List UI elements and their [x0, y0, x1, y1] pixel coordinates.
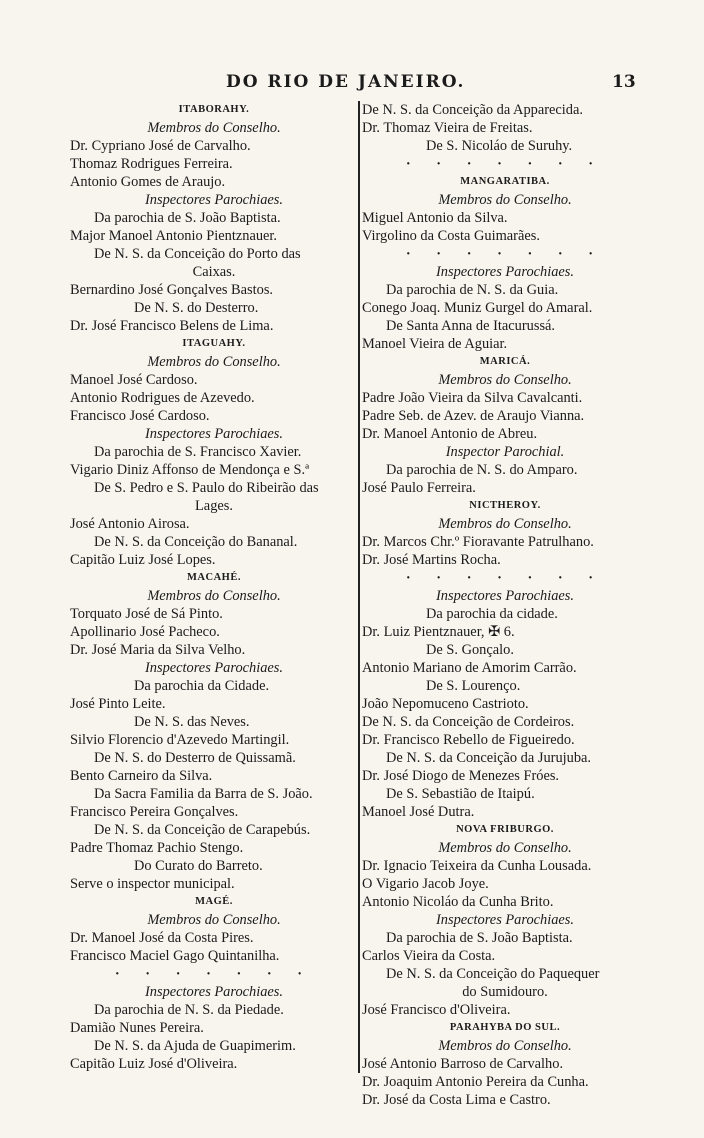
- entry-line: Antonio Nicoláo da Cunha Brito.: [362, 894, 554, 910]
- parish-line: Da parochia da Cidade.: [134, 678, 270, 694]
- entry-line: Capitão Luiz José Lopes.: [70, 552, 216, 568]
- section-heading: Membros do Conselho.: [147, 354, 281, 370]
- entry-line: Serve o inspector municipal.: [70, 876, 235, 892]
- district-heading: ITAGUAHY.: [182, 338, 246, 349]
- parish-line: De Santa Anna de Itacurussá.: [386, 318, 556, 334]
- entry-line: Manoel Vieira de Aguiar.: [362, 336, 508, 352]
- entry-line: De S. Pedro e S. Paulo do Ribeirão das: [94, 480, 319, 496]
- wrapped-entry: [362, 965, 648, 1001]
- entry-line: Padre Seb. de Azev. de Araujo Vianna.: [362, 408, 585, 424]
- entry-line: Francisco Pereira Gonçalves.: [70, 804, 239, 820]
- entry-line: José Pinto Leite.: [70, 696, 166, 712]
- entry-line: Bernardino José Gonçalves Bastos.: [70, 282, 274, 298]
- parish-line: De N. S. da Ajuda de Guapimerim.: [94, 1038, 296, 1054]
- entry-continuation: Lages.: [195, 498, 233, 514]
- entry-line: Padre Thomaz Pachio Stengo.: [70, 840, 244, 856]
- section-heading: Inspectores Parochiaes.: [435, 588, 574, 604]
- entry-line: Antonio Rodrigues de Azevedo.: [70, 390, 255, 406]
- entry-line: Conego Joaq. Muniz Gurgel do Amaral.: [362, 300, 593, 316]
- parish-line: De S. Sebastião de Itaipú.: [386, 786, 535, 802]
- section-heading: Membros do Conselho.: [438, 372, 572, 388]
- entry-line: João Nepomuceno Castrioto.: [362, 696, 529, 712]
- wrapped-entry: [70, 245, 358, 281]
- entry-line: José Paulo Ferreira.: [362, 480, 476, 496]
- entry-line: Dr. Cypriano José de Carvalho.: [70, 138, 251, 154]
- entry-line: Capitão Luiz José d'Oliveira.: [70, 1056, 238, 1072]
- ellipsis-row: · · · · · · ·: [405, 156, 605, 172]
- section-heading: Membros do Conselho.: [438, 516, 572, 532]
- entry-line: De N. S. da Conceição do Porto das: [94, 246, 301, 262]
- parish-line: Da parochia de S. João Baptista.: [94, 210, 281, 226]
- parish-line: Da parochia de N. S. da Guia.: [386, 282, 559, 298]
- entry-line: Dr. Luiz Pientznauer, ✠ 6.: [362, 624, 515, 640]
- entry-line: Virgolino da Costa Guimarães.: [362, 228, 540, 244]
- parish-line: De N. S. das Neves.: [134, 714, 250, 730]
- entry-line: Dr. José Martins Rocha.: [362, 552, 501, 568]
- entry-line: José Antonio Barroso de Carvalho.: [362, 1056, 564, 1072]
- page-number: 13: [612, 72, 636, 92]
- entry-line: Dr. Manoel José da Costa Pires.: [70, 930, 254, 946]
- entry-line: Antonio Gomes de Araujo.: [70, 174, 226, 190]
- right-column: [362, 101, 648, 1109]
- entry-line: Dr. Manoel Antonio de Abreu.: [362, 426, 538, 442]
- section-heading: Inspectores Parochiaes.: [144, 426, 283, 442]
- district-heading: PARAHYBA DO SUL.: [449, 1022, 561, 1033]
- entry-line: Manoel José Dutra.: [362, 804, 475, 820]
- parish-line: Da parochia de S. João Baptista.: [386, 930, 573, 946]
- parish-line: Do Curato do Barreto.: [134, 858, 263, 874]
- entry-line: José Antonio Airosa.: [70, 516, 190, 532]
- parish-line: De N. S. da Conceição do Bananal.: [94, 534, 298, 550]
- entry-continuation: do Sumidouro.: [462, 984, 548, 1000]
- entry-line: Vigario Diniz Affonso de Mendonça e S.ª: [70, 462, 310, 478]
- entry-line: Antonio Mariano de Amorim Carrão.: [362, 660, 577, 676]
- entry-line: De N. S. da Conceição da Apparecida.: [362, 102, 583, 118]
- district-heading: MARICÁ.: [479, 356, 531, 367]
- entry-line: Bento Carneiro da Silva.: [70, 768, 213, 784]
- district-heading: ITABORAHY.: [178, 104, 250, 115]
- section-heading: Inspectores Parochiaes.: [144, 660, 283, 676]
- entry-line: Dr. Joaquim Antonio Pereira da Cunha.: [362, 1074, 589, 1090]
- entry-line: De N. S. da Conceição do Paquequer: [386, 966, 600, 982]
- section-heading: Membros do Conselho.: [438, 192, 572, 208]
- running-title: DO RIO DE JANEIRO.: [226, 72, 466, 92]
- parish-line: Da parochia de S. Francisco Xavier.: [94, 444, 302, 460]
- section-heading: Membros do Conselho.: [147, 120, 281, 136]
- parish-line: Da Sacra Familia da Barra de S. João.: [94, 786, 313, 802]
- parish-line: De N. S. do Desterro de Quissamã.: [94, 750, 296, 766]
- district-heading: MAGÉ.: [195, 896, 233, 907]
- ellipsis-row: · · · · · · ·: [114, 966, 314, 982]
- entry-line: Torquato José de Sá Pinto.: [70, 606, 223, 622]
- section-heading: Inspectores Parochiaes.: [435, 264, 574, 280]
- entry-line: Dr. José da Costa Lima e Castro.: [362, 1092, 551, 1108]
- section-heading: Inspector Parochial.: [445, 444, 565, 460]
- entry-line: Apollinario José Pacheco.: [70, 624, 220, 640]
- parish-line: De N. S. da Conceição de Carapebús.: [94, 822, 311, 838]
- entry-line: O Vigario Jacob Joye.: [362, 876, 489, 892]
- parish-line: Da parochia de N. S. da Piedade.: [94, 1002, 284, 1018]
- ellipsis-row: · · · · · · ·: [405, 570, 605, 586]
- entry-line: Dr. José Maria da Silva Velho.: [70, 642, 246, 658]
- entry-line: Dr. Marcos Chr.º Fioravante Patrulhano.: [362, 534, 594, 550]
- page-header: [0, 72, 704, 98]
- entry-line: José Francisco d'Oliveira.: [362, 1002, 511, 1018]
- parish-line: De N. S. da Conceição da Jurujuba.: [386, 750, 592, 766]
- entry-line: Silvio Florencio d'Azevedo Martingil.: [70, 732, 290, 748]
- entry-line: Major Manoel Antonio Pientznauer.: [70, 228, 278, 244]
- parish-line: De N. S. do Desterro.: [134, 300, 259, 316]
- entry-continuation: Caixas.: [192, 264, 236, 280]
- parish-line: De S. Lourenço.: [426, 678, 521, 694]
- section-heading: Inspectores Parochiaes.: [144, 192, 283, 208]
- section-heading: Membros do Conselho.: [438, 1038, 572, 1054]
- left-column: [70, 101, 358, 1073]
- entry-line: Dr. José Francisco Belens de Lima.: [70, 318, 274, 334]
- section-heading: Inspectores Parochiaes.: [144, 984, 283, 1000]
- section-heading: Membros do Conselho.: [147, 588, 281, 604]
- parish-line: De S. Nicoláo de Suruhy.: [426, 138, 573, 154]
- section-heading: Inspectores Parochiaes.: [435, 912, 574, 928]
- wrapped-entry: [70, 479, 358, 515]
- entry-line: Dr. Thomaz Vieira de Freitas.: [362, 120, 533, 136]
- entry-line: Manoel José Cardoso.: [70, 372, 198, 388]
- entry-line: Carlos Vieira da Costa.: [362, 948, 496, 964]
- entry-line: Miguel Antonio da Silva.: [362, 210, 508, 226]
- entry-line: Damião Nunes Pereira.: [70, 1020, 204, 1036]
- entry-line: De N. S. da Conceição de Cordeiros.: [362, 714, 575, 730]
- district-heading: MACAHÉ.: [187, 572, 241, 583]
- parish-line: De S. Gonçalo.: [426, 642, 514, 658]
- entry-line: Dr. José Diogo de Menezes Fróes.: [362, 768, 560, 784]
- section-heading: Membros do Conselho.: [147, 912, 281, 928]
- district-heading: MANGARATIBA.: [460, 176, 550, 187]
- parish-line: Da parochia da cidade.: [426, 606, 558, 622]
- parish-line: Da parochia de N. S. do Amparo.: [386, 462, 578, 478]
- district-heading: NOVA FRIBURGO.: [456, 824, 554, 835]
- entry-line: Francisco José Cardoso.: [70, 408, 210, 424]
- entry-line: Dr. Ignacio Teixeira da Cunha Lousada.: [362, 858, 592, 874]
- entry-line: Thomaz Rodrigues Ferreira.: [70, 156, 233, 172]
- ellipsis-row: · · · · · · ·: [405, 246, 605, 262]
- entry-line: Francisco Maciel Gago Quintanilha.: [70, 948, 280, 964]
- district-heading: NICTHEROY.: [469, 500, 541, 511]
- entry-line: Dr. Francisco Rebello de Figueiredo.: [362, 732, 575, 748]
- entry-line: Padre João Vieira da Silva Cavalcanti.: [362, 390, 583, 406]
- section-heading: Membros do Conselho.: [438, 840, 572, 856]
- column-divider: [358, 101, 360, 1073]
